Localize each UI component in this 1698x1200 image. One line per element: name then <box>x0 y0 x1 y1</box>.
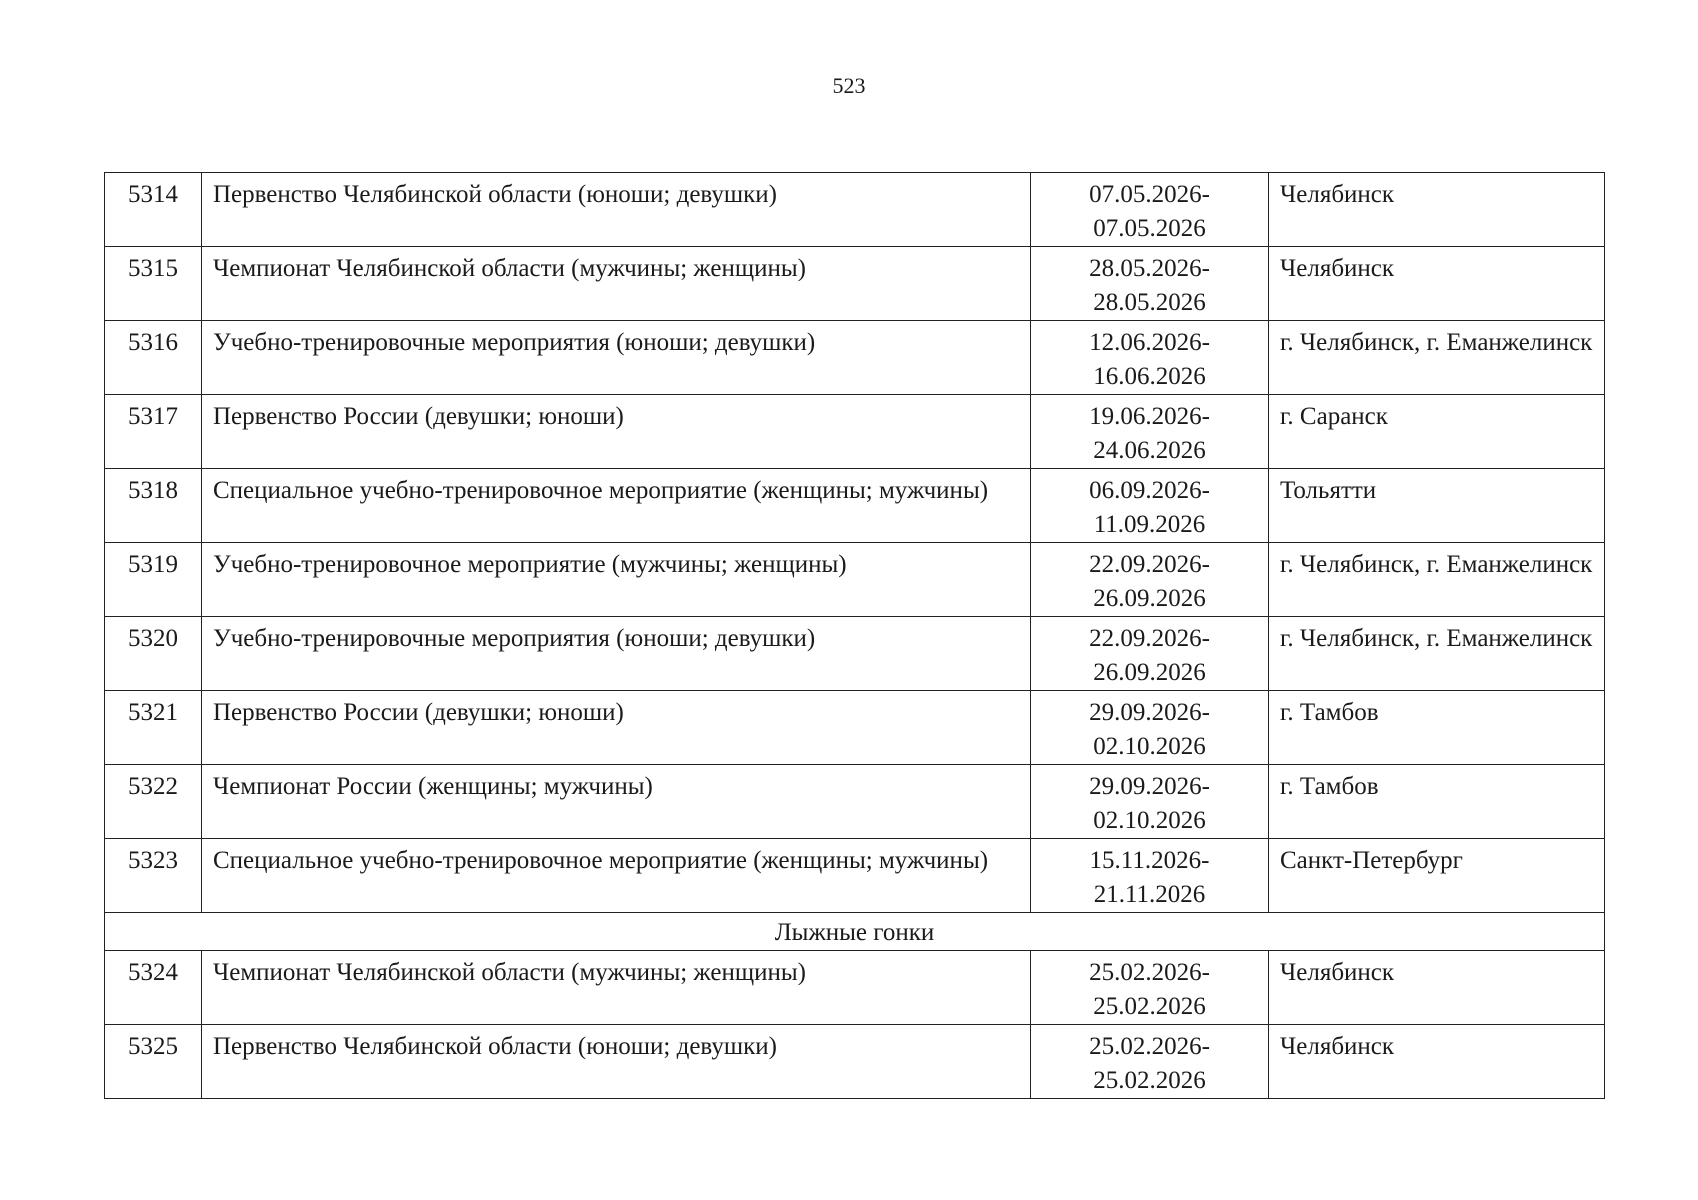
table-row <box>105 839 1605 913</box>
table-row <box>105 247 1605 321</box>
events-table <box>104 172 1605 1099</box>
date-start: 22.09.2026- <box>1089 551 1210 578</box>
date-end: 02.10.2026 <box>1093 733 1206 760</box>
date-end: 07.05.2026 <box>1093 215 1206 242</box>
event-place: г. Тамбов <box>1269 765 1605 839</box>
event-number: 5323 <box>105 839 202 913</box>
date-start: 25.02.2026- <box>1089 1033 1210 1060</box>
event-place: г. Челябинск, г. Еманжелинск <box>1269 617 1605 691</box>
event-name: Первенство России (девушки; юноши) <box>202 395 1031 469</box>
event-number: 5316 <box>105 321 202 395</box>
event-name: Чемпионат России (женщины; мужчины) <box>202 765 1031 839</box>
date-start: 19.06.2026- <box>1089 403 1210 430</box>
event-place: Челябинск <box>1269 247 1605 321</box>
date-start: 22.09.2026- <box>1089 625 1210 652</box>
event-number: 5314 <box>105 173 202 247</box>
table-row <box>105 765 1605 839</box>
event-number: 5321 <box>105 691 202 765</box>
event-dates <box>1031 765 1269 839</box>
event-number: 5317 <box>105 395 202 469</box>
event-dates <box>1031 469 1269 543</box>
event-name: Специальное учебно-тренировочное мероприятие (женщины; мужчины) <box>202 469 1031 543</box>
table-row <box>105 1025 1605 1099</box>
date-start: 28.05.2026- <box>1089 255 1210 282</box>
date-end: 26.09.2026 <box>1093 585 1206 612</box>
event-dates <box>1031 839 1269 913</box>
date-start: 06.09.2026- <box>1089 477 1210 504</box>
event-place: Челябинск <box>1269 1025 1605 1099</box>
date-end: 25.02.2026 <box>1093 993 1206 1020</box>
table-row <box>105 395 1605 469</box>
date-start: 15.11.2026- <box>1089 847 1210 874</box>
event-place: Тольятти <box>1269 469 1605 543</box>
event-name: Учебно-тренировочное мероприятие (мужчины; женщины) <box>202 543 1031 617</box>
date-end: 16.06.2026 <box>1093 363 1206 390</box>
table-row <box>105 543 1605 617</box>
event-number: 5322 <box>105 765 202 839</box>
event-place: г. Тамбов <box>1269 691 1605 765</box>
event-name: Чемпионат Челябинской области (мужчины; женщины) <box>202 247 1031 321</box>
date-start: 12.06.2026- <box>1089 329 1210 356</box>
event-name: Чемпионат Челябинской области (мужчины; женщины) <box>202 951 1031 1025</box>
event-number: 5324 <box>105 951 202 1025</box>
event-number: 5318 <box>105 469 202 543</box>
event-number: 5325 <box>105 1025 202 1099</box>
event-dates <box>1031 543 1269 617</box>
event-place: г. Саранск <box>1269 395 1605 469</box>
date-end: 25.02.2026 <box>1093 1067 1206 1094</box>
event-place: г. Челябинск, г. Еманжелинск <box>1269 543 1605 617</box>
event-dates <box>1031 951 1269 1025</box>
date-end: 26.09.2026 <box>1093 659 1206 686</box>
table-row <box>105 469 1605 543</box>
event-number: 5319 <box>105 543 202 617</box>
event-dates <box>1031 247 1269 321</box>
event-name: Первенство России (девушки; юноши) <box>202 691 1031 765</box>
date-end: 28.05.2026 <box>1093 289 1206 316</box>
date-end: 11.09.2026 <box>1093 511 1206 538</box>
event-name: Учебно-тренировочные мероприятия (юноши; девушки) <box>202 617 1031 691</box>
event-dates <box>1031 321 1269 395</box>
event-name: Учебно-тренировочные мероприятия (юноши; девушки) <box>202 321 1031 395</box>
event-dates <box>1031 1025 1269 1099</box>
event-place: Санкт-Петербург <box>1269 839 1605 913</box>
event-name: Первенство Челябинской области (юноши; девушки) <box>202 1025 1031 1099</box>
section-header-row <box>105 913 1605 951</box>
table-row <box>105 617 1605 691</box>
event-dates <box>1031 395 1269 469</box>
date-start: 29.09.2026- <box>1089 773 1210 800</box>
event-dates <box>1031 691 1269 765</box>
event-name: Первенство Челябинской области (юноши; девушки) <box>202 173 1031 247</box>
page-number: 523 <box>832 73 866 98</box>
event-place: Челябинск <box>1269 951 1605 1025</box>
event-name: Специальное учебно-тренировочное мероприятие (женщины; мужчины) <box>202 839 1031 913</box>
table-row <box>105 321 1605 395</box>
event-number: 5320 <box>105 617 202 691</box>
event-dates <box>1031 617 1269 691</box>
event-number: 5315 <box>105 247 202 321</box>
date-end: 21.11.2026 <box>1093 881 1206 908</box>
event-dates <box>1031 173 1269 247</box>
date-end: 24.06.2026 <box>1093 437 1206 464</box>
event-place: г. Челябинск, г. Еманжелинск <box>1269 321 1605 395</box>
table-row <box>105 173 1605 247</box>
table-row <box>105 951 1605 1025</box>
date-start: 29.09.2026- <box>1089 699 1210 726</box>
section-title: Лыжные гонки <box>105 913 1605 951</box>
date-start: 25.02.2026- <box>1089 959 1210 986</box>
table-row <box>105 691 1605 765</box>
event-place: Челябинск <box>1269 173 1605 247</box>
date-start: 07.05.2026- <box>1089 181 1210 208</box>
date-end: 02.10.2026 <box>1093 807 1206 834</box>
